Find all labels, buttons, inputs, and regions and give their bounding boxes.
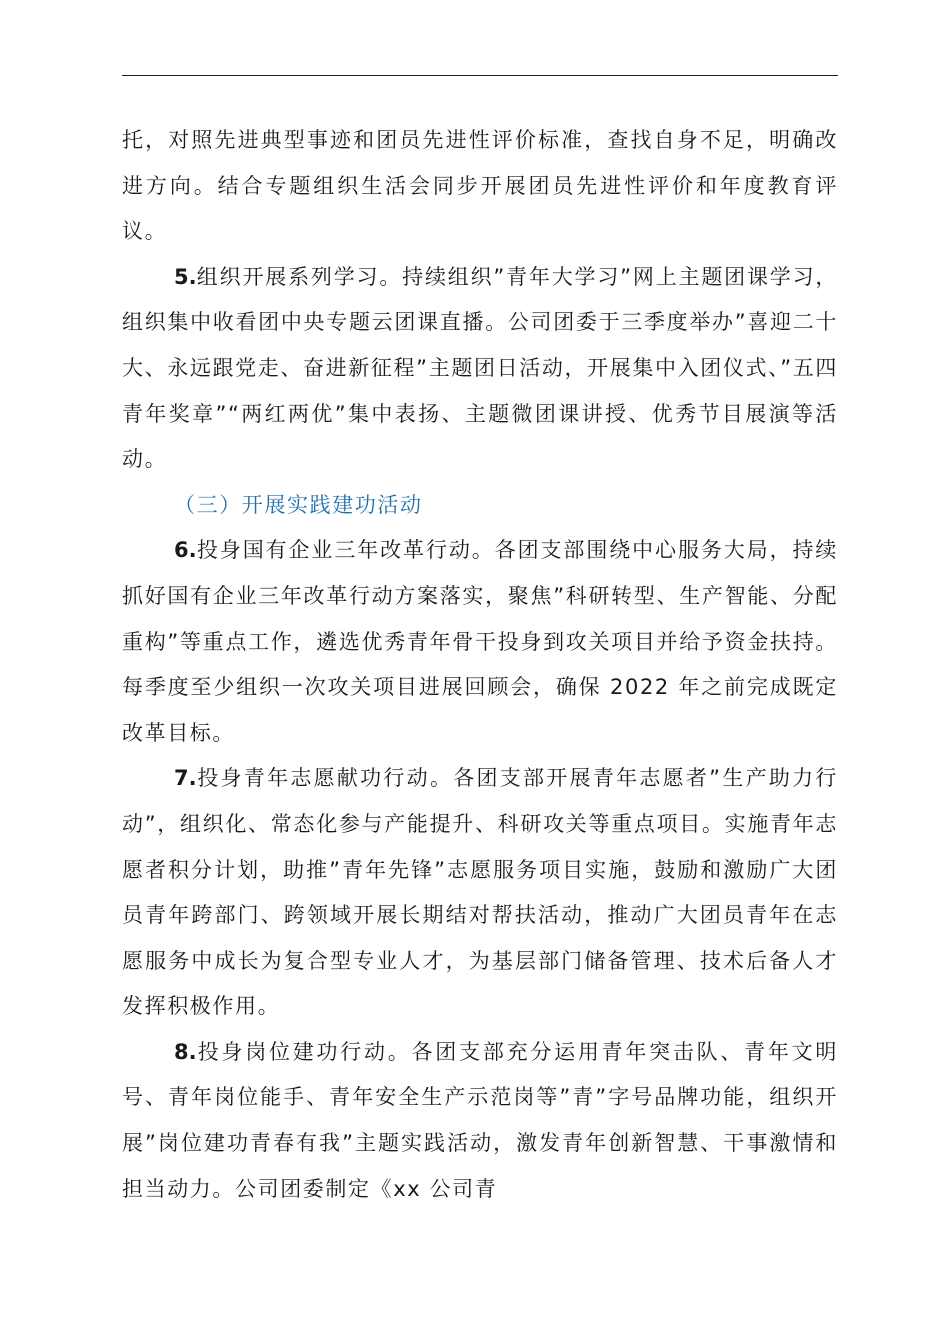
- paragraph-item-7: [122, 756, 838, 1030]
- item-number: 8.: [174, 1039, 197, 1064]
- item-number: 7.: [174, 766, 197, 791]
- paragraph-text: 投身岗位建功行动。各团支部充分运用青年突击队、青年文明号、青年岗位能手、青年安全生产示范岗等”青”字号品牌功能，组织开展”岗位建功青春有我”主题实践活动，激发青年创新智慧、干事激情和担当动力。公司团委制定《xx 公司青: [122, 1039, 838, 1201]
- section-heading: （三）开展实践建功活动: [174, 492, 423, 517]
- paragraph-item-5: [122, 255, 838, 483]
- paragraph-text: 组织开展系列学习。持续组织”青年大学习”网上主题团课学习，组织集中收看团中央专题云团课直播。公司团委于三季度举办”喜迎二十大、永远跟党走、奋进新征程”主题团日活动，开展集中入团仪式、”五四青年奖章”“两红两优”集中表扬、主题微团课讲授、优秀节目展演等活动。: [122, 264, 838, 472]
- paragraph-text: 投身青年志愿献功行动。各团支部开展青年志愿者”生产助力行动”，组织化、常态化参与产能提升、科研攻关等重点项目。实施青年志愿者积分计划，助推”青年先锋”志愿服务项目实施，鼓励和激励广大团员青年跨部门、跨领域开展长期结对帮扶活动，推动广大团员青年在志愿服务中成长为复合型专业人才，为基层部门储备管理、技术后备人才发挥积极作用。: [122, 766, 838, 1019]
- header-rule: [122, 75, 838, 76]
- paragraph-item-6: [122, 528, 838, 756]
- paragraph-text: 投身国有企业三年改革行动。各团支部围绕中心服务大局，持续抓好国有企业三年改革行动方案落实，聚焦”科研转型、生产智能、分配重构”等重点工作，遴选优秀青年骨干投身到攻关项目并给予资金扶持。每季度至少组织一次攻关项目进展回顾会，确保 2022 年之前完成既定改革目标。: [122, 538, 838, 745]
- paragraph-item-8: [122, 1030, 838, 1212]
- item-number: 5.: [174, 264, 197, 289]
- item-number: 6.: [174, 538, 197, 563]
- paragraph-continuation: 托，对照先进典型事迹和团员先进性评价标准，查找自身不足，明确改进方向。结合专题组织生活会同步开展团员先进性评价和年度教育评议。: [122, 128, 838, 244]
- document-body: [122, 118, 838, 1212]
